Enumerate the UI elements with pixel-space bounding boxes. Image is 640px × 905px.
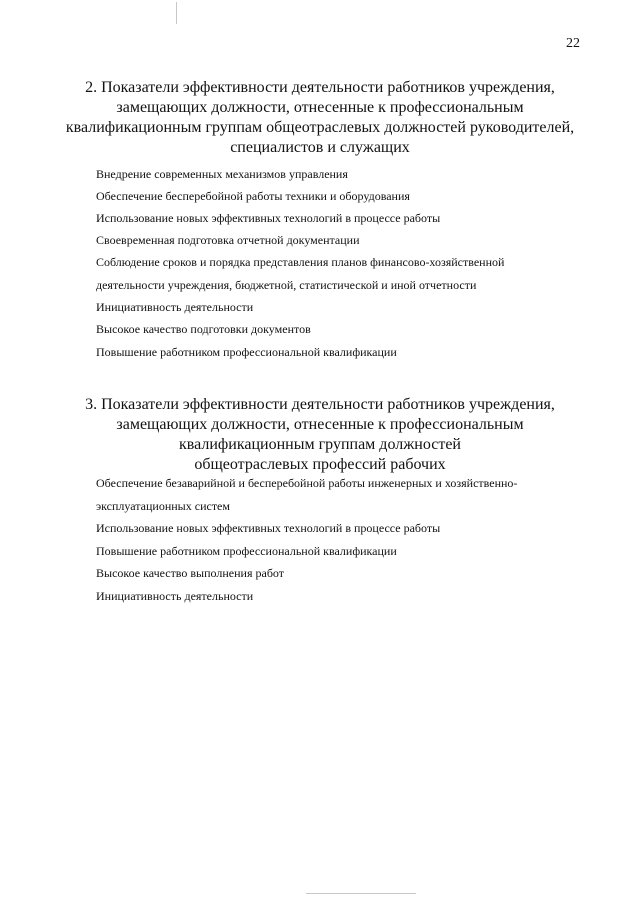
list-item: Инициативность деятельности	[96, 589, 254, 603]
list-item: Использование новых эффективных технологий в процессе работы	[96, 521, 441, 535]
section-worker-indicators	[0, 395, 640, 475]
section-management-indicators	[0, 78, 640, 158]
list-item: Внедрение современных механизмов управления	[96, 167, 348, 181]
list-item: Своевременная подготовка отчетной документации	[96, 233, 360, 247]
list-item: эксплуатационных систем	[96, 499, 230, 513]
section-title-line: 3. Показатели эффективности деятельности работников учреждения,	[85, 396, 555, 413]
section-title-line: квалификационным группам должностей	[179, 436, 461, 453]
section-title-line: 2. Показатели эффективности деятельности работников учреждения,	[85, 79, 555, 96]
section-title	[60, 78, 580, 158]
list-item: Обеспечение бесперебойной работы техники и оборудования	[96, 189, 410, 203]
section-title-line: квалификационным группам общеотраслевых должностей руководителей,	[65, 119, 575, 136]
list-item: Обеспечение безаварийной и бесперебойной работы инженерных и хозяйственно-	[96, 476, 518, 490]
section-title-line: замещающих должности, отнесенные к профессиональным	[116, 416, 524, 433]
list-item: Использование новых эффективных технологий в процессе работы	[96, 211, 441, 225]
scan-artifact-top-line	[176, 2, 177, 24]
section-title-line: общеотраслевых профессий рабочих	[194, 456, 446, 473]
section-title-line: замещающих должности, отнесенные к профессиональным	[116, 99, 524, 116]
list-item: Повышение работником профессиональной квалификации	[96, 345, 397, 359]
scan-artifact-bottom-line	[306, 893, 416, 894]
list-item: Соблюдение сроков и порядка представления планов финансово-хозяйственной	[96, 255, 505, 269]
list-item: Инициативность деятельности	[96, 300, 254, 314]
list-item: Высокое качество выполнения работ	[96, 566, 285, 580]
list-item: Повышение работником профессиональной квалификации	[96, 544, 397, 558]
page-number: 22	[566, 36, 580, 51]
section-title	[60, 395, 580, 475]
list-item: Высокое качество подготовки документов	[96, 322, 311, 336]
section-title-line: специалистов и служащих	[230, 139, 410, 156]
list-item: деятельности учреждения, бюджетной, статистической и иной отчетности	[96, 278, 477, 292]
